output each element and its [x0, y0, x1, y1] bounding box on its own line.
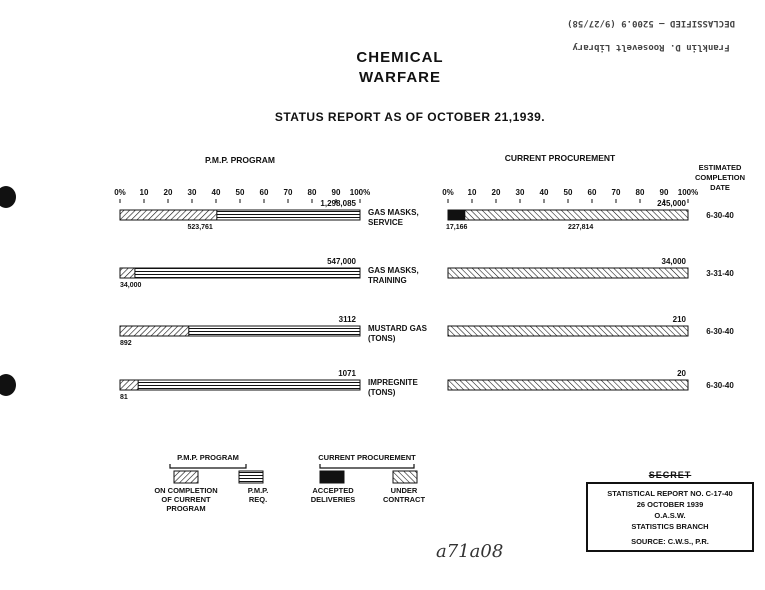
- legend-on-completion-2: OF CURRENT: [161, 495, 211, 504]
- report-box: [586, 482, 754, 552]
- pmp-completed-bar: [120, 268, 135, 278]
- tick-label: 40: [539, 188, 549, 197]
- title-line-2: WARFARE: [359, 69, 441, 86]
- legend-pmp-req-1: P.M.P.: [247, 486, 269, 495]
- tick-label: 60: [587, 188, 597, 197]
- legend-swatch-pmp-req: [239, 471, 263, 483]
- pmp-completed-label: 523,761: [187, 224, 213, 231]
- tick-label: 30: [187, 188, 197, 197]
- tick-label: 90: [659, 188, 669, 197]
- tick-label: 0%: [442, 188, 454, 197]
- page-subtitle: STATUS REPORT AS OF OCTOBER 21,1939.: [274, 110, 546, 124]
- under-contract-bar: [448, 380, 688, 390]
- right-panel-title: CURRENT PROCUREMENT: [504, 153, 616, 163]
- legend-swatch-under-contract: [393, 471, 417, 483]
- tick-label: 50: [563, 188, 573, 197]
- tick-label: 60: [259, 188, 269, 197]
- category-label: TRAINING: [368, 276, 407, 285]
- chart-row: [120, 315, 734, 347]
- stamp-line-2: Franklin D. Roosevelt Library: [572, 42, 730, 52]
- chart-row: [120, 199, 734, 231]
- tick-label: 20: [163, 188, 173, 197]
- pmp-completed-label: 81: [120, 394, 128, 401]
- completion-date: 6-30-40: [706, 211, 734, 220]
- category-label: GAS MASKS,: [368, 208, 419, 217]
- pmp-required-label: 1071: [338, 369, 356, 378]
- tick-label: 0%: [114, 188, 126, 197]
- completion-date: 6-30-40: [706, 381, 734, 390]
- tick-label: 40: [211, 188, 221, 197]
- under-contract-bar: [448, 268, 688, 278]
- legend-pmp-title: P.M.P. PROGRAM: [177, 453, 239, 462]
- legend-under-contract-2: CONTRACT: [382, 495, 426, 504]
- left-panel-title: P.M.P. PROGRAM: [204, 155, 276, 165]
- tick-label: 30: [515, 188, 525, 197]
- report-line-3: O.A.S.W.: [654, 511, 686, 520]
- tick-label: 10: [139, 188, 149, 197]
- report-line-5: SOURCE: C.W.S., P.R.: [631, 537, 709, 546]
- pmp-required-label: 547,000: [327, 257, 356, 266]
- title-line-1: CHEMICAL: [356, 49, 444, 66]
- pmp-required-bar: [120, 268, 360, 278]
- legend-accepted-1: ACCEPTED: [312, 486, 354, 495]
- tick-label: 50: [235, 188, 245, 197]
- report-line-4: STATISTICS BRANCH: [631, 522, 709, 531]
- tick-label: 70: [283, 188, 293, 197]
- category-label: (TONS): [368, 388, 396, 397]
- tick-label: 80: [307, 188, 317, 197]
- pmp-completed-label: 34,000: [120, 282, 142, 289]
- pmp-completed-label: 892: [120, 340, 132, 347]
- tick-label: 100%: [349, 188, 371, 197]
- legend-proc-title: CURRENT PROCUREMENT: [318, 453, 416, 462]
- legend-on-completion-3: PROGRAM: [166, 504, 206, 513]
- pmp-completed-bar: [120, 326, 189, 336]
- date-header-1: ESTIMATED: [698, 163, 742, 172]
- procurement-total-label: 210: [672, 315, 686, 324]
- category-label: SERVICE: [368, 218, 403, 227]
- legend-proc-bracket: [320, 464, 414, 468]
- accepted-label: 17,166: [446, 224, 468, 231]
- tick-label: 10: [467, 188, 477, 197]
- report-line-2: 26 OCTOBER 1939: [636, 500, 704, 509]
- tick-label: 20: [491, 188, 501, 197]
- completion-date: 3-31-40: [706, 269, 734, 278]
- pmp-required-bar: [120, 380, 360, 390]
- pmp-completed-bar: [120, 210, 217, 220]
- tick-label: 80: [635, 188, 645, 197]
- procurement-total-label: 245,000: [657, 199, 686, 208]
- pmp-required-label: 3112: [338, 315, 356, 324]
- tick-label: 90: [331, 188, 341, 197]
- legend-pmp-req-2: REQ.: [248, 495, 268, 504]
- legend-accepted-2: DELIVERIES: [310, 495, 356, 504]
- procurement-total-label: 34,000: [661, 257, 686, 266]
- pmp-completed-bar: [120, 380, 138, 390]
- category-label: (TONS): [368, 334, 396, 343]
- report-line-1: STATISTICAL REPORT NO. C-17-40: [607, 489, 733, 498]
- under-contract-bar: [448, 326, 688, 336]
- chart-row: [120, 257, 734, 289]
- legend-pmp-bracket: [170, 464, 246, 468]
- chart-rows: [120, 199, 734, 401]
- legend-swatch-on-completion: [174, 471, 198, 483]
- tick-label: 100%: [677, 188, 699, 197]
- category-label: IMPREGNITE: [368, 378, 418, 387]
- secret-label: SECRET: [648, 470, 692, 480]
- accepted-bar: [448, 210, 465, 220]
- category-label: MUSTARD GAS: [368, 324, 427, 333]
- tick-label: 70: [611, 188, 621, 197]
- completion-date: 6-30-40: [706, 327, 734, 336]
- handwritten-note: a71a08: [436, 541, 504, 562]
- pmp-required-label: 1,298,085: [320, 199, 356, 208]
- chart-row: [120, 369, 734, 401]
- under-contract-label: 227,814: [568, 224, 594, 231]
- category-label: GAS MASKS,: [368, 266, 419, 275]
- legend-on-completion-1: ON COMPLETION: [154, 486, 218, 495]
- procurement-total-label: 20: [677, 369, 686, 378]
- stamp-line-1: DECLASSIFIED — 5200.9 (9/27/58): [567, 18, 735, 28]
- date-header-2: COMPLETION: [695, 173, 745, 182]
- legend-swatch-accepted: [320, 471, 344, 483]
- legend-under-contract-1: UNDER: [390, 486, 418, 495]
- date-header-3: DATE: [710, 183, 730, 192]
- under-contract-bar: [448, 210, 688, 220]
